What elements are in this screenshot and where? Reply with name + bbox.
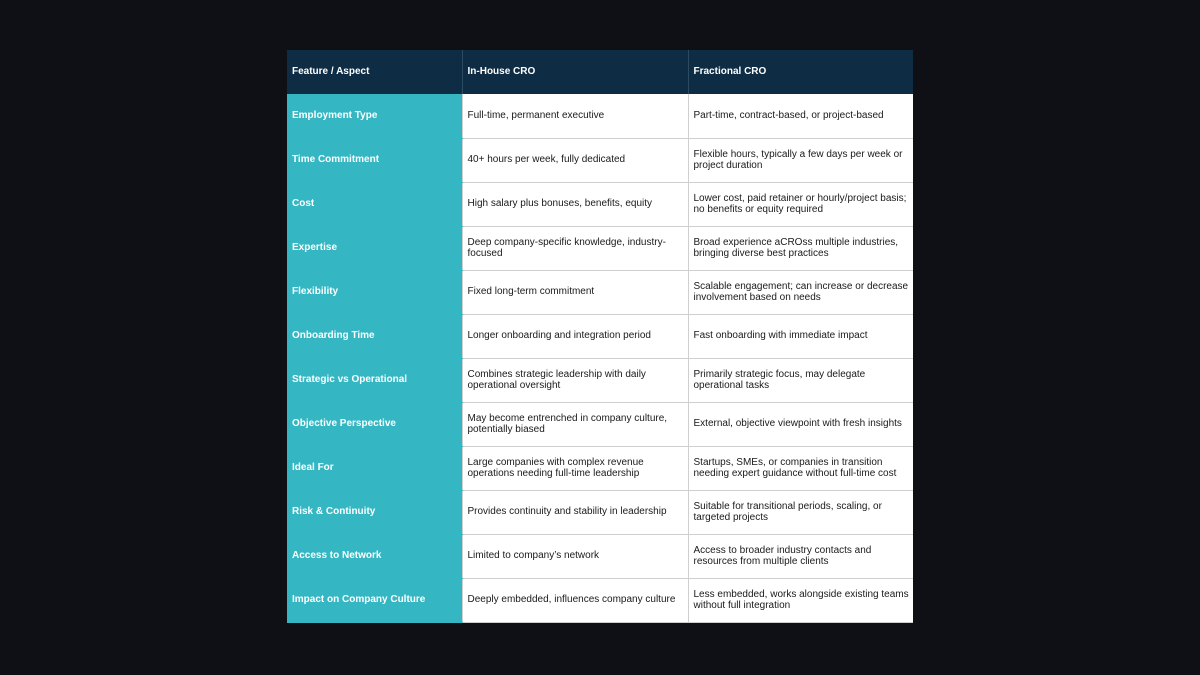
- feature-cell: Strategic vs Operational: [287, 358, 462, 402]
- table-row: [287, 138, 913, 182]
- comparison-table: [287, 50, 913, 623]
- in-house-cell: May become entrenched in company culture, potentially biased: [462, 402, 688, 446]
- fractional-cell: Part-time, contract-based, or project-based: [688, 94, 913, 138]
- fractional-cell: Fast onboarding with immediate impact: [688, 314, 913, 358]
- table-row: [287, 314, 913, 358]
- fractional-cell: Primarily strategic focus, may delegate operational tasks: [688, 358, 913, 402]
- table-row: [287, 446, 913, 490]
- header-in-house-cro: In-House CRO: [462, 50, 688, 94]
- feature-cell: Time Commitment: [287, 138, 462, 182]
- fractional-cell: Startups, SMEs, or companies in transition needing expert guidance without full-time cost: [688, 446, 913, 490]
- table-row: [287, 94, 913, 138]
- in-house-cell: Fixed long-term commitment: [462, 270, 688, 314]
- table-row: [287, 578, 913, 622]
- header-feature: Feature / Aspect: [287, 50, 462, 94]
- feature-cell: Access to Network: [287, 534, 462, 578]
- in-house-cell: Provides continuity and stability in leadership: [462, 490, 688, 534]
- table-row: [287, 270, 913, 314]
- feature-cell: Impact on Company Culture: [287, 578, 462, 622]
- fractional-cell: Scalable engagement; can increase or decrease involvement based on needs: [688, 270, 913, 314]
- in-house-cell: Combines strategic leadership with daily operational oversight: [462, 358, 688, 402]
- feature-cell: Objective Perspective: [287, 402, 462, 446]
- feature-cell: Risk & Continuity: [287, 490, 462, 534]
- in-house-cell: Deep company-specific knowledge, industry-focused: [462, 226, 688, 270]
- table-row: [287, 534, 913, 578]
- feature-cell: Flexibility: [287, 270, 462, 314]
- table-row: [287, 358, 913, 402]
- in-house-cell: Longer onboarding and integration period: [462, 314, 688, 358]
- in-house-cell: Full-time, permanent executive: [462, 94, 688, 138]
- table-header-row: [287, 50, 913, 94]
- in-house-cell: Limited to company’s network: [462, 534, 688, 578]
- feature-cell: Onboarding Time: [287, 314, 462, 358]
- table-row: [287, 490, 913, 534]
- feature-cell: Ideal For: [287, 446, 462, 490]
- fractional-cell: Flexible hours, typically a few days per week or project duration: [688, 138, 913, 182]
- in-house-cell: High salary plus bonuses, benefits, equity: [462, 182, 688, 226]
- fractional-cell: Lower cost, paid retainer or hourly/project basis; no benefits or equity required: [688, 182, 913, 226]
- feature-cell: Expertise: [287, 226, 462, 270]
- fractional-cell: Access to broader industry contacts and resources from multiple clients: [688, 534, 913, 578]
- in-house-cell: 40+ hours per week, fully dedicated: [462, 138, 688, 182]
- fractional-cell: External, objective viewpoint with fresh insights: [688, 402, 913, 446]
- fractional-cell: Less embedded, works alongside existing teams without full integration: [688, 578, 913, 622]
- in-house-cell: Large companies with complex revenue operations needing full-time leadership: [462, 446, 688, 490]
- table-row: [287, 226, 913, 270]
- fractional-cell: Suitable for transitional periods, scaling, or targeted projects: [688, 490, 913, 534]
- table-row: [287, 402, 913, 446]
- feature-cell: Cost: [287, 182, 462, 226]
- in-house-cell: Deeply embedded, influences company culture: [462, 578, 688, 622]
- fractional-cell: Broad experience aCROss multiple industries, bringing diverse best practices: [688, 226, 913, 270]
- header-fractional-cro: Fractional CRO: [688, 50, 913, 94]
- table-row: [287, 182, 913, 226]
- feature-cell: Employment Type: [287, 94, 462, 138]
